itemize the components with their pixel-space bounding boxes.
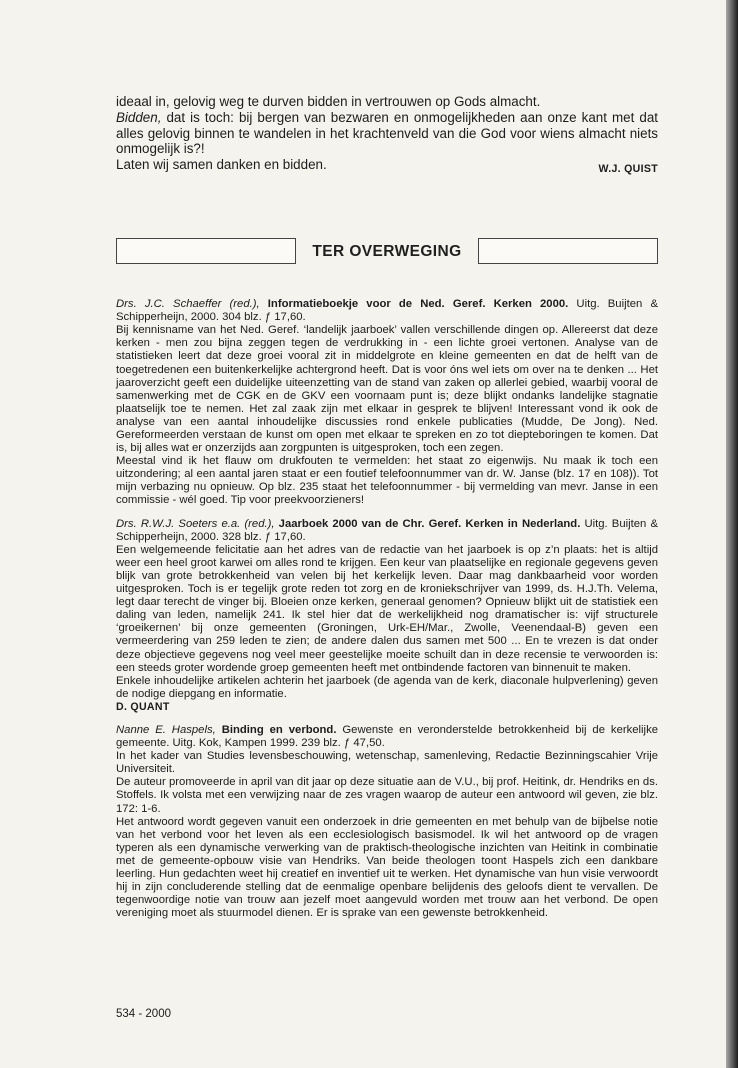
review-3-title: Binding en verbond.	[221, 723, 337, 736]
section-header	[116, 238, 658, 264]
intro-line-2: dat is toch: bij bergen van bezwaren en onmogelijkheden aan onze kant met dat alles gelovig binnen te wandelen in het krachtenveld van die God voor wiens almacht niets onmogelijk is?!	[116, 109, 658, 157]
page-edge-shadow	[726, 0, 738, 1068]
review-2-title: Jaarboek 2000 van de Chr. Geref. Kerken in Nederland.	[278, 517, 581, 530]
intro-line-1: ideaal in, gelovig weg te durven bidden in vertrouwen op Gods almacht.	[116, 94, 541, 109]
signature-quant: D. QUANT	[116, 700, 170, 713]
intro-emphasis: Bidden,	[116, 109, 162, 125]
review-2-paragraph-2: Enkele inhoudelijke artikelen achterin het jaarboek (de agenda van de kerk, diaconale hulpverlening) geven de nodige diepgang en informatie.	[116, 674, 658, 700]
review-2-heading	[116, 518, 658, 544]
review-2	[116, 518, 658, 714]
review-3-pub: Gewenste en veronderstelde betrokkenheid bij de kerkelijke gemeente. Uitg. Kok, Kampen 1999. 239 blz. ƒ 47,50.	[116, 723, 659, 750]
signature-quist: W.J. QUIST	[598, 162, 658, 175]
review-3-heading	[116, 724, 658, 750]
review-2-paragraph-1: Een welgemeende felicitatie aan het adres van de redactie van het jaarboek is op z’n plaats: het is altijd weer een heel groot karwei om alles rond te krijgen. Een keur van plaatselijke en regionale gegevens geven blijk van grote betrokkenheid van velen bij het kerkelijk leven. Daar mag dankbaarheid voor worden uitgesproken. Toch is er tegelijk grote reden tot zorg en de kroniekschrijver van 1999, ds. H.J.Th. Velema, legt daar terecht de vinger bij. Bloeien onze kerken, generaal genomen? Opnieuw blijkt uit de statistiek een daling van leden, namelijk 241. Ik stel hier dat de werkelijkheid nog dramatischer is: vijf structurele ‘groeikernen’ bij onze gemeenten (Groningen, Urk-EH/Mar., Zwolle, Veenendaal-B) geven een vermeerdering van 259 leden te zien; de andere dalen dus samen met 500 ... En te vrezen is dat onder deze objectieve gegevens nog veel meer geestelijke moeite schuilt dan in deze recensie te verwoorden is: een steeds groter wordende groep gemeenten heeft met ontbindende factoren van binnenuit te maken.	[116, 543, 658, 674]
review-1-pub: Uitg. Buijten & Schipperheijn, 2000. 304 blz. ƒ 17,60.	[116, 298, 658, 324]
review-1	[116, 298, 658, 508]
section-box-right	[478, 238, 658, 264]
review-3-paragraph-1: In het kader van Studies levensbeschouwing, wetenschap, samenleving, Redactie Bezinningscahier Vrije Universiteit.	[116, 750, 658, 776]
review-2-author: Drs. R.W.J. Soeters e.a. (red.),	[116, 517, 275, 530]
review-2-pub: Uitg. Buijten & Schipperheijn, 2000. 328 blz. ƒ 17,60.	[116, 517, 658, 543]
review-3-paragraph-2: De auteur promoveerde in april van dit jaar op deze situatie aan de V.U., bij prof. Heitink, dr. Hendriks en ds. Stoffels. Ik volsta met een verwijzing naar de zes vragen waarop de auteur een antwoord wil geven, zie blz. 172: 1-6.	[116, 776, 658, 815]
review-1-title: Informatieboekje voor de Ned. Geref. Kerken 2000.	[267, 298, 569, 311]
review-1-paragraph-1: Bij kennisname van het Ned. Geref. ‘landelijk jaarboek’ vallen verschillende dingen op. Allereerst dat deze kerken - men zou bijna zeggen tegen de verdrukking in - een lichte groei vertonen. Analyse van de statistieken leert dat deze groei vooral zit in middelgrote en kleine gemeenten en dat de helft van de toegetredenen een buitenkerkelijke achtergrond heeft. Dat is voor óns wel iets om over na te denken ... Het jaaroverzicht geeft een duidelijke uiteenzetting van de stand van zaken op allerlei gebied, waarbij vooral de samenwerking met de CGK en de GKV een voornaam punt is; deze blijkt ondanks landelijke stagnatie plaatselijk toe te nemen. Het zal zaak zijn met elkaar in gesprek te blijven! Interessant vond ik ook de analyse van een aantal inhoudelijke discussies rond enkele publicaties (Mudde, De Jong). Ned. Gereformeerden verstaan de kunst om open met elkaar te spreken en zo tot diepteboringen te komen. Dat is, bij alles wat er onzerzijds aan zorgpunten is uitgesproken, toch een zegen.	[116, 324, 658, 455]
review-1-heading	[116, 298, 658, 324]
review-1-author: Drs. J.C. Schaeffer (red.),	[116, 298, 260, 311]
review-1-paragraph-2: Meestal vind ik het flauw om drukfouten te vermelden: het staat zo eigenwijs. Nu maak ik toch een uitzondering; al een aantal jaren staat er een foutief telefoonnummer van dr. W. Janse (blz. 17 en 108)). Tot mijn verbazing nu opnieuw. Op blz. 235 staat het telefoonnummer - bij vermelding van mevr. Janse in een commissie - wél goed. Tip voor preekvoorzieners!	[116, 455, 658, 507]
intro-line-3: Laten wij samen danken en bidden.	[116, 157, 327, 173]
review-3	[116, 724, 658, 920]
review-3-paragraph-3: Het antwoord wordt gegeven vanuit een onderzoek in drie gemeenten en met behulp van de bijbelse notie van het verbond voor het leven als een ecclesiologisch basismodel. Ik wil het antwoord op de vragen typeren als een dynamische verwerking van de praktisch-theologische inzichten van Heitink in combinatie met de gemeente-opbouw visie van Hendriks. Van beide theologen toont Haspels zich een dankbare leerling. Hun gedachten weet hij creatief en inventief uit te werken. Het dynamische van hun visie verwoordt hij in zijn concluderende stelling dat de eenmalige openbare belijdenis des geloofs dient te vervallen. De tegenwoordige notie van trouw aan jezelf moet aangevuld worden met trouw aan het verbond. De open vereniging moet als stuurmodel dienen. Er is sprake van een gewenste betrokkenheid.	[116, 815, 658, 920]
intro-paragraph	[116, 110, 658, 157]
section-title: TER OVERWEGING	[312, 242, 462, 260]
section-box-left	[116, 238, 296, 264]
page-number: 534 - 2000	[116, 1008, 171, 1020]
article-content	[116, 94, 658, 930]
review-3-author: Nanne E. Haspels,	[116, 723, 216, 736]
